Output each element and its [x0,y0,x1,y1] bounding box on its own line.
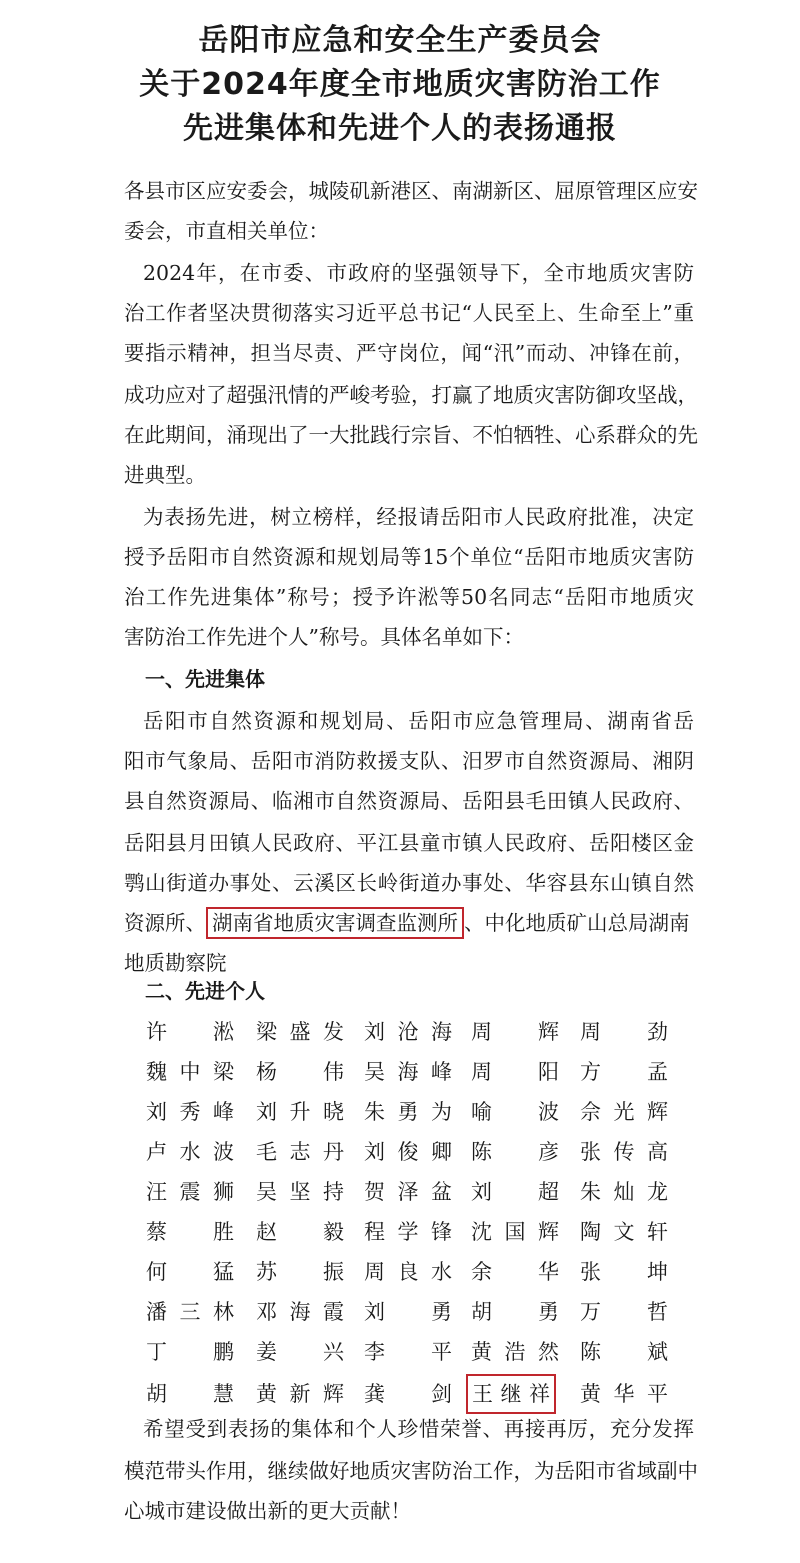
person-name: 周 辉 [471,1020,559,1044]
section1-line-3: 县自然资源局、临湘市自然资源局、岳阳县毛田镇人民政府、 [124,789,694,813]
para1-line-5: 在此期间，涌现出了一大批践行宗旨、不怕牺牲、心系群众的先 [124,423,698,447]
para2-line-2: 授予岳阳市自然资源和规划局等15个单位“岳阳市地质灾害防 [124,545,694,569]
person-name: 魏中梁 [146,1060,234,1084]
person-name: 余 华 [471,1260,559,1284]
name-row [140,1292,700,1332]
person-name: 苏 振 [256,1260,344,1284]
name-row [140,1172,700,1212]
person-name: 周 劲 [580,1020,668,1044]
person-name: 方 孟 [580,1060,668,1084]
para2-line-4: 害防治工作先进个人”称号。具体名单如下： [124,625,524,649]
section1-line-6-pre: 资源所、 [124,911,206,935]
person-name: 潘三林 [146,1300,234,1324]
person-name: 黄浩然 [471,1340,559,1364]
highlighted-person-name: 王继祥 [466,1374,556,1414]
closing-line-2: 模范带头作用，继续做好地质灾害防治工作，为岳阳市省域副中 [124,1459,698,1483]
person-name: 刘 超 [471,1180,559,1204]
section1-line-5: 鹗山街道办事处、云溪区长岭街道办事处、华容县东山镇自然 [124,871,694,895]
person-name: 龚 剑 [364,1382,452,1406]
name-row [140,1012,700,1052]
person-name: 黄新辉 [256,1382,344,1406]
person-name: 张 坤 [580,1260,668,1284]
title-line-1: 岳阳市应急和安全生产委员会 [198,23,602,58]
person-name: 刘升晓 [256,1100,344,1124]
person-name: 丁 鹏 [146,1340,234,1364]
person-name: 周良水 [364,1260,452,1284]
person-name: 朱灿龙 [580,1180,668,1204]
person-name: 吴坚持 [256,1180,344,1204]
person-name: 梁盛发 [256,1020,344,1044]
person-name: 张传高 [580,1140,668,1164]
person-name: 胡 勇 [471,1300,559,1324]
person-name: 赵 毅 [256,1220,344,1244]
highlighted-unit: 湖南省地质灾害调查监测所 [206,907,464,939]
person-name: 程学锋 [364,1220,452,1244]
para2-line-1: 为表扬先进，树立榜样，经报请岳阳市人民政府批准，决定 [143,505,694,529]
title-line-3: 先进集体和先进个人的表扬通报 [183,111,617,146]
section1-line-6-post: 、中化地质矿山总局湖南 [464,911,690,935]
name-row [140,1052,700,1092]
person-name: 姜 兴 [256,1340,344,1364]
person-name: 贺泽盆 [364,1180,452,1204]
para1-line-1: 2024年，在市委、市政府的坚强领导下，全市地质灾害防 [143,261,694,285]
section1-heading: 一、先进集体 [145,667,265,691]
person-name: 佘光辉 [580,1100,668,1124]
para1-line-2: 治工作者坚决贯彻落实习近平总书记“人民至上、生命至上”重 [124,301,694,325]
closing-line-1: 希望受到表扬的集体和个人珍惜荣誉、再接再厉，充分发挥 [143,1417,694,1441]
name-row [140,1374,700,1414]
name-row [140,1092,700,1132]
section1-line-2: 阳市气象局、岳阳市消防救援支队、汨罗市自然资源局、湘阴 [124,749,694,773]
para2-line-3: 治工作先进集体”称号；授予许淞等50名同志“岳阳市地质灾 [124,585,694,609]
section1-line-7: 地质勘察院 [124,951,227,975]
person-name: 卢水波 [146,1140,234,1164]
person-name: 沈国辉 [471,1220,559,1244]
person-name: 吴海峰 [364,1060,452,1084]
person-name: 汪震狮 [146,1180,234,1204]
para1-line-4: 成功应对了超强汛情的严峻考验，打赢了地质灾害防御攻坚战， [124,383,698,407]
name-row [140,1132,700,1172]
person-name: 毛志丹 [256,1140,344,1164]
person-name: 胡 慧 [146,1382,234,1406]
person-name: 刘 勇 [364,1300,452,1324]
section1-line-4: 岳阳县月田镇人民政府、平江县童市镇人民政府、岳阳楼区金 [124,831,694,855]
person-name: 李 平 [364,1340,452,1364]
person-name: 喻 波 [471,1100,559,1124]
person-name: 刘秀峰 [146,1100,234,1124]
salutation-line-1: 各县市区应安委会，城陵矶新港区、南湖新区、屈原管理区应安 [124,179,698,203]
title-line-2: 关于2024年度全市地质灾害防治工作 [139,67,661,102]
name-row [140,1212,700,1252]
person-name: 杨 伟 [256,1060,344,1084]
person-name: 陈 斌 [580,1340,668,1364]
person-name: 许 淞 [146,1020,234,1044]
person-name: 蔡 胜 [146,1220,234,1244]
person-name: 黄华平 [580,1382,668,1406]
section1-line-1: 岳阳市自然资源和规划局、岳阳市应急管理局、湖南省岳 [143,709,694,733]
para1-line-6: 进典型。 [124,463,206,487]
person-name: 陈 彦 [471,1140,559,1164]
person-name: 何 猛 [146,1260,234,1284]
person-name: 邓海霞 [256,1300,344,1324]
salutation-line-2: 委会，市直相关单位： [124,219,329,243]
name-row [140,1252,700,1292]
name-row [140,1332,700,1372]
person-name: 陶文轩 [580,1220,668,1244]
closing-line-3: 心城市建设做出新的更大贡献！ [124,1499,411,1523]
person-name: 万 哲 [580,1300,668,1324]
section1-line-6 [124,908,694,938]
person-name: 周 阳 [471,1060,559,1084]
para1-line-3: 要指示精神，担当尽责、严守岗位，闻“汛”而动、冲锋在前， [124,341,694,365]
person-name: 朱勇为 [364,1100,452,1124]
person-name: 刘沧海 [364,1020,452,1044]
section2-heading: 二、先进个人 [145,979,265,1003]
person-name: 刘俊卿 [364,1140,452,1164]
